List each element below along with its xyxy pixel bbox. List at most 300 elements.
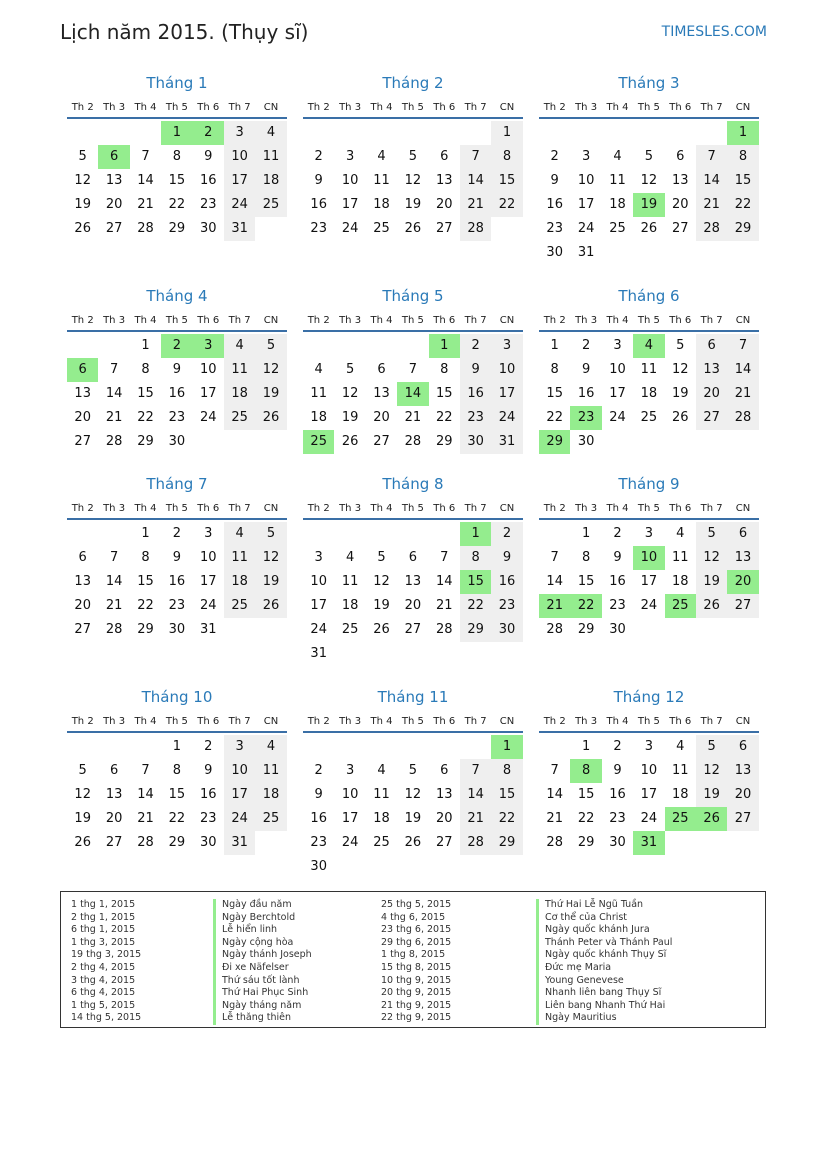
day-cell[interactable]: 9 [581,362,591,377]
day-cell[interactable]: 8 [581,550,591,565]
day-cell[interactable]: 29 [491,831,522,855]
holiday-day-cell[interactable]: 14 [397,382,428,406]
day-cell[interactable]: 11 [373,787,390,802]
day-cell[interactable]: 24 [224,807,255,831]
day-cell[interactable]: 23 [491,594,522,618]
day-cell[interactable]: 18 [255,169,286,193]
day-cell[interactable]: 19 [255,382,286,406]
day-cell[interactable]: 18 [224,382,255,406]
day-cell[interactable]: 10 [199,550,217,565]
day-cell[interactable]: 7 [141,149,150,164]
day-cell[interactable]: 30 [310,859,327,874]
day-cell[interactable]: 6 [676,149,685,164]
day-cell[interactable]: 19 [404,197,422,212]
day-cell[interactable]: 13 [727,546,758,570]
day-cell[interactable]: 7 [460,145,491,169]
day-cell[interactable]: 12 [696,759,727,783]
day-cell[interactable]: 23 [199,197,217,212]
day-cell[interactable]: 24 [640,598,658,613]
day-cell[interactable]: 27 [74,622,91,637]
holiday-day-cell[interactable]: 15 [460,570,491,594]
day-cell[interactable]: 22 [137,410,154,425]
holiday-day-cell[interactable]: 26 [696,807,727,831]
day-cell[interactable]: 20 [696,382,727,406]
day-cell[interactable]: 24 [491,406,522,430]
day-cell[interactable]: 15 [577,787,595,802]
day-cell[interactable]: 4 [676,739,685,754]
day-cell[interactable]: 17 [199,386,217,401]
day-cell[interactable]: 9 [172,362,181,377]
day-cell[interactable]: 28 [137,835,154,850]
day-cell[interactable]: 22 [460,594,491,618]
day-cell[interactable]: 12 [671,362,689,377]
day-cell[interactable]: 2 [314,763,323,778]
day-cell[interactable]: 7 [440,550,449,565]
day-cell[interactable]: 27 [373,434,390,449]
day-cell[interactable]: 12 [373,574,390,589]
day-cell[interactable]: 15 [491,783,522,807]
day-cell[interactable]: 28 [460,831,491,855]
day-cell[interactable]: 9 [204,149,213,164]
day-cell[interactable]: 12 [404,787,422,802]
day-cell[interactable]: 30 [460,430,491,454]
day-cell[interactable]: 21 [137,197,154,212]
day-cell[interactable]: 8 [727,145,758,169]
day-cell[interactable]: 29 [577,622,595,637]
day-cell[interactable]: 16 [310,197,327,212]
day-cell[interactable]: 2 [204,739,213,754]
day-cell[interactable]: 10 [609,362,626,377]
day-cell[interactable]: 10 [224,145,255,169]
day-cell[interactable]: 5 [255,522,286,546]
day-cell[interactable]: 8 [550,362,559,377]
day-cell[interactable]: 13 [74,574,91,589]
holiday-day-cell[interactable]: 2 [193,121,224,145]
day-cell[interactable]: 14 [696,169,727,193]
day-cell[interactable]: 10 [224,759,255,783]
day-cell[interactable]: 21 [105,410,123,425]
day-cell[interactable]: 23 [199,811,217,826]
day-cell[interactable]: 3 [224,735,255,759]
day-cell[interactable]: 28 [435,622,453,637]
day-cell[interactable]: 7 [109,362,119,377]
day-cell[interactable]: 6 [727,735,758,759]
day-cell[interactable]: 10 [341,173,359,188]
day-cell[interactable]: 21 [546,811,563,826]
day-cell[interactable]: 7 [696,145,727,169]
day-cell[interactable]: 29 [168,221,186,236]
day-cell[interactable]: 17 [341,811,359,826]
day-cell[interactable]: 8 [141,362,150,377]
day-cell[interactable]: 25 [640,410,658,425]
day-cell[interactable]: 2 [613,526,622,541]
day-cell[interactable]: 14 [137,173,154,188]
day-cell[interactable]: 22 [546,410,563,425]
day-cell[interactable]: 17 [199,574,217,589]
day-cell[interactable]: 7 [408,362,417,377]
day-cell[interactable]: 7 [727,334,758,358]
day-cell[interactable]: 4 [613,149,622,164]
day-cell[interactable]: 9 [314,787,323,802]
day-cell[interactable]: 8 [440,362,449,377]
holiday-day-cell[interactable]: 1 [460,522,491,546]
holiday-day-cell[interactable]: 31 [633,831,664,855]
day-cell[interactable]: 19 [404,811,422,826]
day-cell[interactable]: 16 [168,386,186,401]
day-cell[interactable]: 30 [577,434,595,449]
day-cell[interactable]: 14 [460,783,491,807]
day-cell[interactable]: 11 [224,546,255,570]
day-cell[interactable]: 25 [224,594,255,618]
day-cell[interactable]: 26 [74,221,91,236]
day-cell[interactable]: 16 [546,197,563,212]
day-cell[interactable]: 23 [460,406,491,430]
day-cell[interactable]: 27 [727,807,758,831]
day-cell[interactable]: 28 [696,217,727,241]
day-cell[interactable]: 15 [546,386,563,401]
day-cell[interactable]: 27 [435,835,453,850]
day-cell[interactable]: 20 [105,197,123,212]
day-cell[interactable]: 22 [577,811,595,826]
day-cell[interactable]: 20 [727,783,758,807]
day-cell[interactable]: 18 [640,386,658,401]
day-cell[interactable]: 15 [137,574,154,589]
day-cell[interactable]: 5 [644,149,653,164]
day-cell[interactable]: 12 [255,358,286,382]
day-cell[interactable]: 21 [727,382,758,406]
day-cell[interactable]: 31 [224,831,255,855]
day-cell[interactable]: 31 [491,430,522,454]
day-cell[interactable]: 13 [696,358,727,382]
day-cell[interactable]: 20 [404,598,422,613]
day-cell[interactable]: 4 [255,735,286,759]
day-cell[interactable]: 19 [373,598,390,613]
day-cell[interactable]: 22 [491,807,522,831]
day-cell[interactable]: 26 [74,835,91,850]
day-cell[interactable]: 30 [491,618,522,642]
day-cell[interactable]: 16 [609,574,626,589]
holiday-day-cell[interactable]: 10 [633,546,664,570]
day-cell[interactable]: 28 [460,217,491,241]
day-cell[interactable]: 5 [78,763,87,778]
day-cell[interactable]: 29 [435,434,453,449]
holiday-day-cell[interactable]: 25 [665,594,696,618]
day-cell[interactable]: 12 [255,546,286,570]
day-cell[interactable]: 18 [341,598,359,613]
day-cell[interactable]: 4 [255,121,286,145]
day-cell[interactable]: 31 [199,622,217,637]
day-cell[interactable]: 3 [314,550,323,565]
day-cell[interactable]: 13 [74,386,91,401]
day-cell[interactable]: 18 [255,783,286,807]
holiday-day-cell[interactable]: 3 [193,334,224,358]
day-cell[interactable]: 28 [546,622,563,637]
day-cell[interactable]: 16 [609,787,626,802]
day-cell[interactable]: 26 [404,835,422,850]
day-cell[interactable]: 10 [577,173,595,188]
day-cell[interactable]: 9 [613,550,622,565]
day-cell[interactable]: 2 [613,739,622,754]
holiday-day-cell[interactable]: 4 [633,334,664,358]
day-cell[interactable]: 27 [105,835,123,850]
day-cell[interactable]: 17 [577,197,595,212]
holiday-day-cell[interactable]: 1 [491,735,522,759]
day-cell[interactable]: 25 [255,807,286,831]
day-cell[interactable]: 3 [224,121,255,145]
day-cell[interactable]: 18 [310,410,327,425]
day-cell[interactable]: 17 [224,169,255,193]
day-cell[interactable]: 6 [440,763,449,778]
holiday-day-cell[interactable]: 6 [98,145,129,169]
day-cell[interactable]: 5 [255,334,286,358]
day-cell[interactable]: 13 [404,574,422,589]
day-cell[interactable]: 1 [141,526,150,541]
day-cell[interactable]: 1 [550,338,559,353]
day-cell[interactable]: 16 [199,787,217,802]
day-cell[interactable]: 5 [696,735,727,759]
day-cell[interactable]: 30 [609,622,626,637]
day-cell[interactable]: 30 [168,622,186,637]
day-cell[interactable]: 6 [109,763,119,778]
day-cell[interactable]: 29 [577,835,595,850]
day-cell[interactable]: 22 [727,193,758,217]
day-cell[interactable]: 14 [546,787,563,802]
day-cell[interactable]: 16 [199,173,217,188]
day-cell[interactable]: 25 [609,221,626,236]
day-cell[interactable]: 23 [609,598,626,613]
day-cell[interactable]: 9 [204,763,213,778]
day-cell[interactable]: 25 [224,406,255,430]
day-cell[interactable]: 14 [727,358,758,382]
day-cell[interactable]: 28 [404,434,422,449]
day-cell[interactable]: 27 [435,221,453,236]
day-cell[interactable]: 7 [141,763,150,778]
day-cell[interactable]: 8 [141,550,150,565]
day-cell[interactable]: 21 [404,410,422,425]
day-cell[interactable]: 12 [74,787,91,802]
day-cell[interactable]: 26 [255,406,286,430]
day-cell[interactable]: 17 [640,574,658,589]
day-cell[interactable]: 7 [550,550,559,565]
day-cell[interactable]: 11 [341,574,359,589]
day-cell[interactable]: 8 [491,145,522,169]
holiday-day-cell[interactable]: 6 [67,358,98,382]
day-cell[interactable]: 15 [168,787,186,802]
day-cell[interactable]: 16 [491,570,522,594]
day-cell[interactable]: 5 [345,362,355,377]
day-cell[interactable]: 28 [546,835,563,850]
holiday-day-cell[interactable]: 2 [161,334,192,358]
day-cell[interactable]: 14 [546,574,563,589]
day-cell[interactable]: 26 [640,221,658,236]
day-cell[interactable]: 22 [435,410,453,425]
day-cell[interactable]: 6 [377,362,386,377]
day-cell[interactable]: 14 [137,787,154,802]
day-cell[interactable]: 9 [314,173,323,188]
day-cell[interactable]: 24 [640,811,658,826]
day-cell[interactable]: 10 [491,358,522,382]
day-cell[interactable]: 21 [696,193,727,217]
day-cell[interactable]: 30 [546,245,563,260]
day-cell[interactable]: 2 [172,526,181,541]
day-cell[interactable]: 14 [105,574,123,589]
day-cell[interactable]: 13 [435,173,453,188]
holiday-day-cell[interactable]: 8 [570,759,601,783]
holiday-day-cell[interactable]: 29 [539,430,570,454]
day-cell[interactable]: 21 [105,598,123,613]
day-cell[interactable]: 15 [168,173,186,188]
day-cell[interactable]: 10 [341,787,359,802]
day-cell[interactable]: 19 [671,386,689,401]
day-cell[interactable]: 21 [435,598,453,613]
day-cell[interactable]: 19 [74,197,91,212]
day-cell[interactable]: 20 [435,811,453,826]
day-cell[interactable]: 23 [310,221,327,236]
day-cell[interactable]: 7 [550,763,559,778]
day-cell[interactable]: 5 [676,338,685,353]
day-cell[interactable]: 11 [671,763,689,778]
day-cell[interactable]: 16 [577,386,595,401]
day-cell[interactable]: 26 [696,594,727,618]
day-cell[interactable]: 26 [373,622,390,637]
day-cell[interactable]: 9 [550,173,559,188]
day-cell[interactable]: 23 [546,221,563,236]
holiday-day-cell[interactable]: 22 [570,594,601,618]
day-cell[interactable]: 18 [671,787,689,802]
day-cell[interactable]: 4 [377,149,386,164]
day-cell[interactable]: 9 [613,763,622,778]
day-cell[interactable]: 24 [310,622,327,637]
day-cell[interactable]: 19 [696,570,727,594]
day-cell[interactable]: 1 [172,739,181,754]
day-cell[interactable]: 17 [224,783,255,807]
day-cell[interactable]: 13 [373,386,390,401]
day-cell[interactable]: 28 [727,406,758,430]
holiday-day-cell[interactable]: 25 [665,807,696,831]
day-cell[interactable]: 26 [255,594,286,618]
day-cell[interactable]: 16 [460,382,491,406]
day-cell[interactable]: 4 [224,522,255,546]
day-cell[interactable]: 17 [341,197,359,212]
day-cell[interactable]: 5 [408,149,417,164]
day-cell[interactable]: 2 [491,522,522,546]
day-cell[interactable]: 12 [696,546,727,570]
day-cell[interactable]: 20 [373,410,390,425]
day-cell[interactable]: 6 [727,522,758,546]
day-cell[interactable]: 11 [609,173,626,188]
day-cell[interactable]: 20 [74,598,91,613]
day-cell[interactable]: 5 [377,550,386,565]
day-cell[interactable]: 30 [609,835,626,850]
day-cell[interactable]: 19 [696,783,727,807]
day-cell[interactable]: 27 [74,434,91,449]
day-cell[interactable]: 12 [341,386,359,401]
day-cell[interactable]: 8 [172,763,181,778]
site-logo[interactable]: TIMESLES.COM [661,24,767,40]
day-cell[interactable]: 1 [491,121,522,145]
day-cell[interactable]: 16 [310,811,327,826]
day-cell[interactable]: 11 [373,173,390,188]
day-cell[interactable]: 17 [609,386,626,401]
day-cell[interactable]: 3 [613,338,622,353]
day-cell[interactable]: 20 [105,811,123,826]
day-cell[interactable]: 4 [345,550,355,565]
day-cell[interactable]: 17 [310,598,327,613]
day-cell[interactable]: 30 [168,434,186,449]
day-cell[interactable]: 2 [460,334,491,358]
day-cell[interactable]: 27 [105,221,123,236]
day-cell[interactable]: 14 [435,574,453,589]
day-cell[interactable]: 9 [491,546,522,570]
day-cell[interactable]: 12 [404,173,422,188]
day-cell[interactable]: 29 [460,618,491,642]
day-cell[interactable]: 26 [671,410,689,425]
day-cell[interactable]: 11 [255,759,286,783]
day-cell[interactable]: 7 [460,759,491,783]
day-cell[interactable]: 25 [373,835,390,850]
holiday-day-cell[interactable]: 21 [539,594,570,618]
day-cell[interactable]: 13 [435,787,453,802]
day-cell[interactable]: 7 [109,550,119,565]
day-cell[interactable]: 15 [137,386,154,401]
day-cell[interactable]: 8 [172,149,181,164]
day-cell[interactable]: 10 [640,763,658,778]
holiday-day-cell[interactable]: 1 [161,121,192,145]
day-cell[interactable]: 13 [105,173,123,188]
day-cell[interactable]: 20 [671,197,689,212]
day-cell[interactable]: 11 [671,550,689,565]
day-cell[interactable]: 15 [491,169,522,193]
day-cell[interactable]: 20 [435,197,453,212]
day-cell[interactable]: 18 [671,574,689,589]
day-cell[interactable]: 3 [204,526,213,541]
day-cell[interactable]: 12 [74,173,91,188]
day-cell[interactable]: 5 [696,522,727,546]
day-cell[interactable]: 6 [408,550,417,565]
day-cell[interactable]: 2 [581,338,591,353]
day-cell[interactable]: 12 [640,173,658,188]
day-cell[interactable]: 20 [74,410,91,425]
day-cell[interactable]: 5 [78,149,87,164]
day-cell[interactable]: 11 [310,386,327,401]
day-cell[interactable]: 3 [644,526,653,541]
day-cell[interactable]: 5 [408,763,417,778]
day-cell[interactable]: 24 [199,598,217,613]
day-cell[interactable]: 15 [727,169,758,193]
day-cell[interactable]: 15 [577,574,595,589]
day-cell[interactable]: 29 [168,835,186,850]
day-cell[interactable]: 13 [671,173,689,188]
day-cell[interactable]: 21 [460,193,491,217]
day-cell[interactable]: 22 [168,811,186,826]
day-cell[interactable]: 4 [676,526,685,541]
day-cell[interactable]: 10 [199,362,217,377]
day-cell[interactable]: 24 [341,835,359,850]
day-cell[interactable]: 29 [727,217,758,241]
day-cell[interactable]: 27 [671,221,689,236]
day-cell[interactable]: 31 [577,245,595,260]
day-cell[interactable]: 25 [373,221,390,236]
day-cell[interactable]: 11 [640,362,658,377]
holiday-day-cell[interactable]: 1 [429,334,460,358]
day-cell[interactable]: 1 [141,338,150,353]
day-cell[interactable]: 3 [345,763,355,778]
day-cell[interactable]: 16 [168,574,186,589]
day-cell[interactable]: 6 [440,149,449,164]
day-cell[interactable]: 11 [255,145,286,169]
day-cell[interactable]: 15 [435,386,453,401]
day-cell[interactable]: 11 [224,358,255,382]
